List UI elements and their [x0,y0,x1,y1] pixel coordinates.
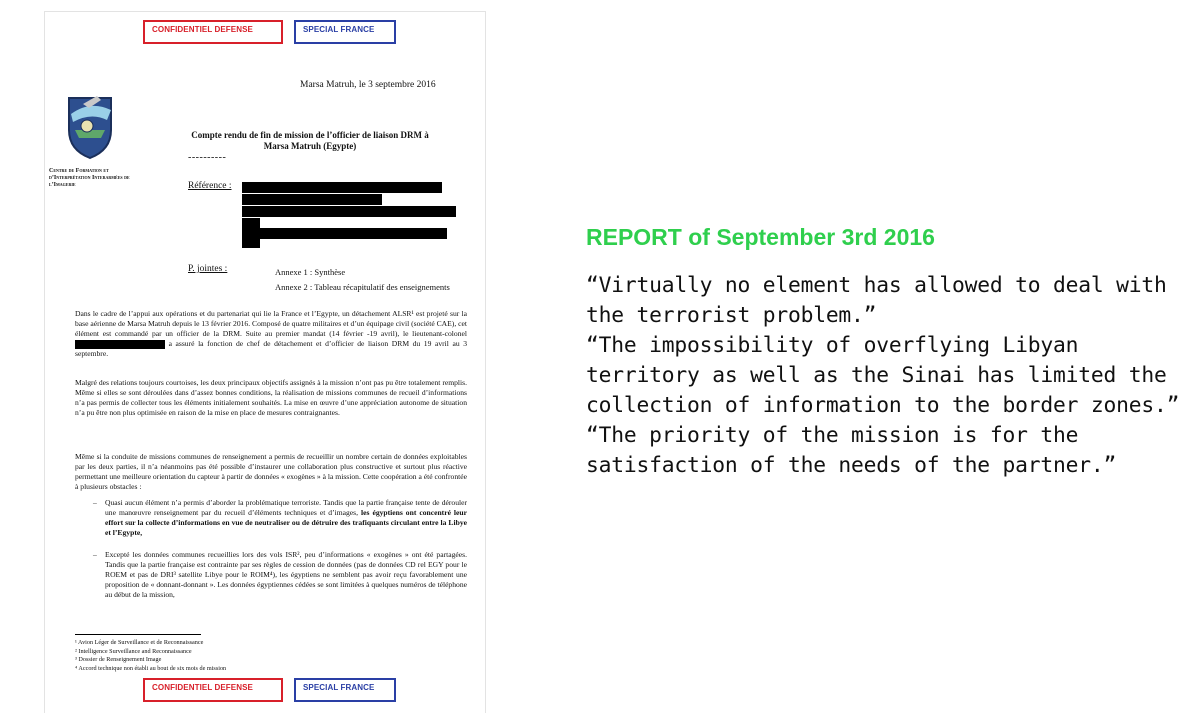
separator: ---------- [188,152,227,163]
caveat-stamp: SPECIAL FRANCE [294,20,396,44]
place-date: Marsa Matruh, le 3 septembre 2016 [300,80,436,90]
redaction-bar [242,194,382,205]
footnote-divider [75,634,201,635]
paragraph-1: Dans le cadre de l’appui aux opérations et du partenariat qui lie la France et l’Egypte, un détachement ALSR¹ est projeté sur la base aérienne de Marsa Matruh depuis le 13 février 2016. Composé de quatre militaires et d’un équipage civil (société CAE), cet élément est commandé par un officier de la DRM. Suite au premier mandat (14 février -19 avril), le lieutenant-colonel a assuré la fonction de chef de détachement et d’officier de liaison DRM du 19 avril au 3 septembre. [75,309,467,358]
annex-1: Annexe 1 : Synthèse [275,267,346,277]
quote: “The impossibility of overflying Libyan territory as well as the Sinai has limited the collection of information to the border zones.” [586,333,1180,418]
classification-stamp: CONFIDENTIEL DEFENSE [143,678,283,702]
classification-stamp: CONFIDENTIEL DEFENSE [143,20,283,44]
footnote: ² Intelligence Surveillance and Reconnaissance [75,647,192,655]
reference-label: Référence : [188,181,232,191]
organization-name: Centre de Formation et d’Interprétation Interarmées de l’Imagerie [49,168,130,188]
attachments-label: P. jointes : [188,264,228,274]
report-panel [586,224,1186,481]
footnote: ³ Dossier de Renseignement Image [75,656,162,663]
paragraph-2: Malgré des relations toujours courtoises, les deux principaux objectifs assignés à la mission n’ont pas pu être totalement remplis. Même si elles se sont déroulées dans d’assez bonnes conditions, la réalisation de missions communes de recueil d’informations n’a pas permis de collecter tous les éléments initialement souhaités. La mise en œuvre d’une appréciation autonome de situation n’a pu être non plus optimisée en raison de la mise en place de mesures contraignantes. [75,378,467,417]
paragraph-3: Même si la conduite de missions communes de renseignement a permis de recueillir un nombre certain de données exploitables par les deux parties, il n’a néanmoins pas été possible d’instaurer une collaboration plus constructive et surtout plus réactive permettant une meilleure orientation du capteur à partir de données « exogènes » à la mission. Cette coopération a été confrontée à plusieurs obstacles : [75,452,467,491]
document-page [45,12,485,713]
quote: “The priority of the mission is for the satisfaction of the needs of the partner.” [586,423,1117,478]
footnote: ⁴ Accord technique non établi au bout de six mois de mission [75,664,227,672]
redaction-bar [242,228,447,239]
insignia-emblem-icon [61,90,119,160]
list-item: – Quasi aucun élément n’a permis d’aborder la problématique terroriste. Tandis que la partie française tente de dérouler une manœuvre renseignement par du recueil d’éléments techniques et d’images, les égyptiens ont concentré leur effort sur la collecte d’informations en vue de neutraliser ou de détruire des trafiquants circulant entre la Libye et l’Egypte, [93,498,467,537]
redaction-bar [75,340,165,349]
redaction-bar [242,182,442,193]
report-title: REPORT of September 3rd 2016 [586,224,935,250]
footnotes [75,639,226,673]
caveat-stamp: SPECIAL FRANCE [294,678,396,702]
document-title: Compte rendu de fin de mission de l’officier de liaison DRM à Marsa Matruh (Egypte) [191,130,429,151]
annex-2: Annexe 2 : Tableau récapitulatif des enseignements [275,282,450,292]
redaction-bar [242,206,456,217]
list-item: – Excepté les données communes recueillies lors des vols ISR², peu d’informations « exogènes » ont été partagées. Tandis que la partie française est contrainte par ses règles de cession de données (pas de données CD rel EGY pour le ROEM et pas de DRI³ satellite Libye pour le ROIM⁴), les égyptiens ne semblent pas avoir reçu favorablement une proposition de « donnant-donnant ». Les données égyptiennes cédées se sont limitées à quelques numéros de téléphone au début de la mission, [93,550,467,599]
quote: “Virtually no element has allowed to deal with the terrorist problem.” [586,273,1167,328]
footnote: ¹ Avion Léger de Surveillance et de Reconnaissance [75,639,204,646]
